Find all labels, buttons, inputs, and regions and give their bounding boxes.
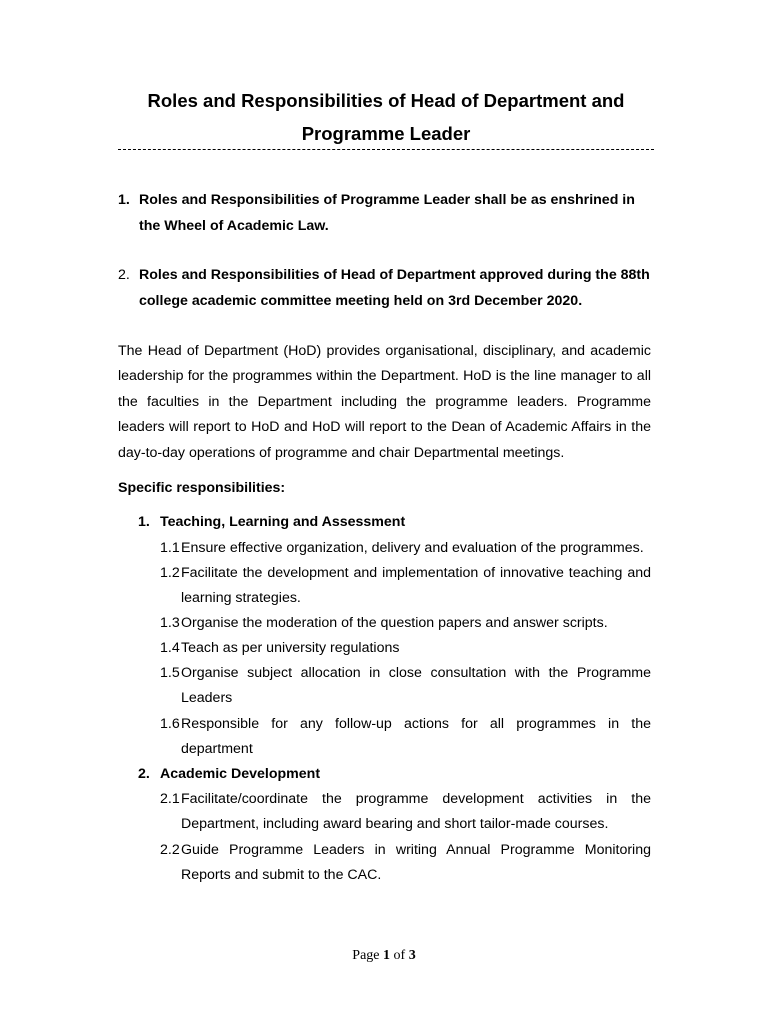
subitem-number: 1.1 bbox=[160, 540, 180, 556]
subitem-text: Facilitate the development and implementation of innovative teaching and learning strategies. bbox=[181, 565, 651, 607]
subitem-text: Organise subject allocation in close consultation with the Programme Leaders bbox=[181, 665, 651, 707]
title-line-1: Roles and Responsibilities of Head of Department and bbox=[147, 90, 625, 111]
subitem-number: 2.2 bbox=[160, 842, 180, 858]
subitem bbox=[160, 536, 651, 561]
subitem bbox=[160, 838, 651, 889]
subitem bbox=[160, 787, 651, 838]
list-item-number: 1. bbox=[118, 192, 130, 208]
page-label: Page bbox=[352, 948, 380, 963]
subitem bbox=[160, 561, 651, 612]
title-divider bbox=[118, 149, 654, 150]
title-line-2: Programme Leader bbox=[301, 123, 471, 144]
subitem-text: Facilitate/coordinate the programme development activities in the Department, including award bearing and short tailor-made courses. bbox=[181, 791, 651, 833]
subitem-text: Responsible for any follow-up actions for all programmes in the department bbox=[181, 716, 651, 758]
current-page-number: 1 bbox=[383, 948, 391, 963]
of-label: of bbox=[393, 948, 406, 963]
intro-paragraph: The Head of Department (HoD) provides organisational, disciplinary, and academic leadership for the programmes within the Department. HoD is the line manager to all the faculties in the Department including the programme leaders. Programme leaders will report to HoD and HoD will report to the Dean of Academic Affairs in the day-to-day operations of programme and chair Departmental meetings. bbox=[118, 343, 651, 461]
subitem bbox=[160, 611, 651, 636]
subitem-text: Teach as per university regulations bbox=[181, 640, 400, 656]
specific-responsibilities-heading: Specific responsibilities: bbox=[118, 480, 286, 496]
list-item-number: 2. bbox=[118, 267, 130, 283]
page-footer bbox=[0, 946, 768, 966]
section-title: Academic Development bbox=[160, 766, 321, 782]
section-title: Teaching, Learning and Assessment bbox=[160, 514, 406, 530]
list-item bbox=[118, 263, 651, 314]
list-item-text: Roles and Responsibilities of Programme Leader shall be as enshrined in the Wheel of Academic Law. bbox=[139, 192, 635, 234]
subitem bbox=[160, 712, 651, 763]
section-heading-academic-development bbox=[138, 762, 320, 787]
subitem bbox=[160, 636, 651, 661]
section-heading-teaching bbox=[138, 510, 405, 535]
subitem-number: 2.1 bbox=[160, 791, 180, 807]
list-item bbox=[118, 188, 651, 239]
subitem-text: Guide Programme Leaders in writing Annual Programme Monitoring Reports and submit to the CAC. bbox=[181, 842, 651, 884]
subitem-number: 1.6 bbox=[160, 716, 180, 732]
total-pages-number: 3 bbox=[408, 948, 416, 963]
subitem-number: 1.4 bbox=[160, 640, 180, 656]
subitem-number: 1.2 bbox=[160, 565, 180, 581]
subitem-number: 1.5 bbox=[160, 665, 180, 681]
subitem-text: Organise the moderation of the question papers and answer scripts. bbox=[181, 615, 608, 631]
document-title bbox=[118, 84, 654, 150]
subitem-number: 1.3 bbox=[160, 615, 180, 631]
section-number: 2. bbox=[138, 766, 150, 782]
subitem-text: Ensure effective organization, delivery and evaluation of the programmes. bbox=[181, 540, 644, 556]
subitem bbox=[160, 661, 651, 712]
list-item-text: Roles and Responsibilities of Head of Department approved during the 88th college academic committee meeting held on 3rd December 2020. bbox=[139, 267, 650, 309]
section-number: 1. bbox=[138, 514, 150, 530]
